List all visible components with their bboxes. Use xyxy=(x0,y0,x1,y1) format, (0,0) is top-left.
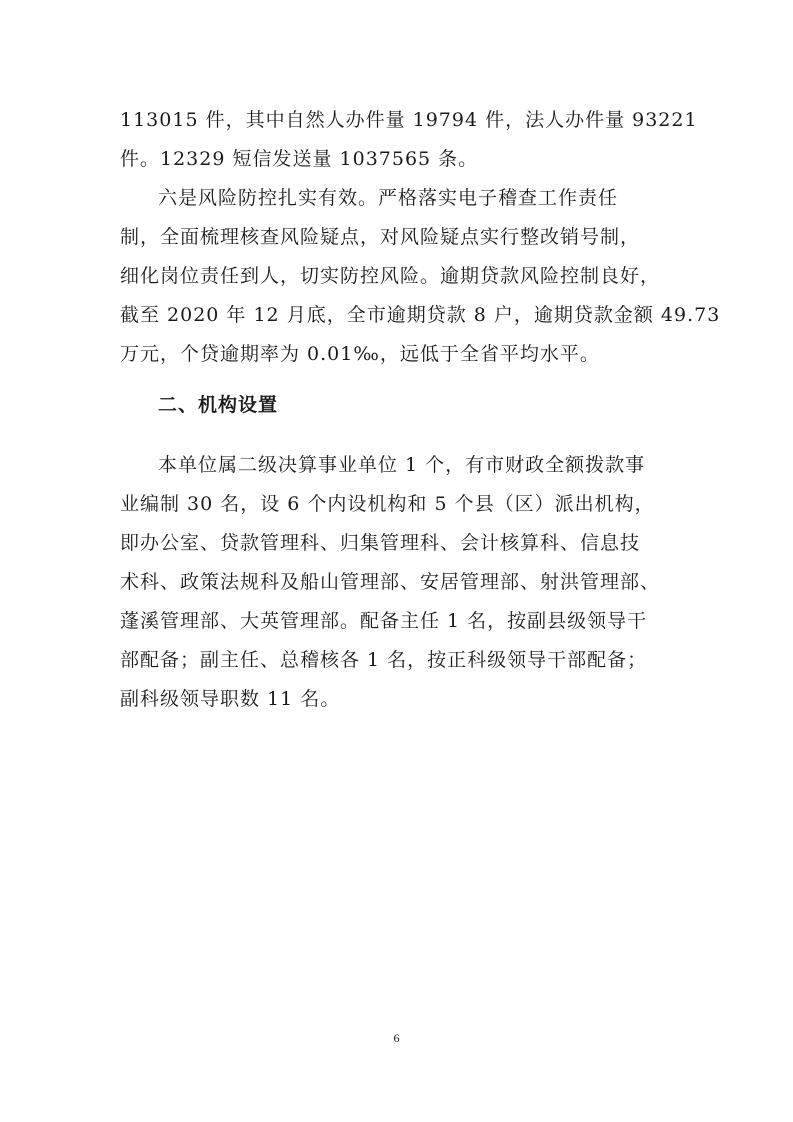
paragraph-line: 六是风险防控扎实有效。严格落实电子稽查工作责任 xyxy=(158,187,619,209)
paragraph-line: 即办公室、贷款管理科、归集管理科、会计核算科、信息技 xyxy=(120,532,641,554)
paragraph-line: 113015 件，其中自然人办件量 19794 件，法人办件量 93221 xyxy=(120,109,698,131)
paragraph-line: 副科级领导职数 11 名。 xyxy=(120,688,341,710)
paragraph-line: 截至 2020 年 12 月底，全市逾期贷款 8 户，逾期贷款金额 49.73 xyxy=(120,304,721,326)
paragraph-line: 万元，个贷逾期率为 0.01‰，远低于全省平均水平。 xyxy=(120,343,600,365)
paragraph-line: 术科、政策法规科及船山管理部、安居管理部、射洪管理部、 xyxy=(120,571,661,593)
paragraph-line: 蓬溪管理部、大英管理部。配备主任 1 名，按副县级领导干 xyxy=(120,610,648,632)
paragraph-line: 细化岗位责任到人，切实防控风险。逾期贷款风险控制良好， xyxy=(120,265,661,287)
section-heading: 二、机构设置 xyxy=(158,394,279,416)
paragraph-line: 业编制 30 名，设 6 个内设机构和 5 个县（区）派出机构， xyxy=(120,493,655,515)
page-number: 6 xyxy=(393,1031,400,1045)
paragraph-line: 制，全面梳理核查风险疑点，对风险疑点实行整改销号制， xyxy=(120,226,641,248)
paragraph-line: 件。12329 短信发送量 1037565 条。 xyxy=(120,148,479,170)
paragraph-line: 本单位属二级决算事业单位 1 个，有市财政全额拨款事 xyxy=(158,454,646,476)
paragraph-line: 部配备；副主任、总稽核各 1 名，按正科级领导干部配备； xyxy=(120,649,648,671)
